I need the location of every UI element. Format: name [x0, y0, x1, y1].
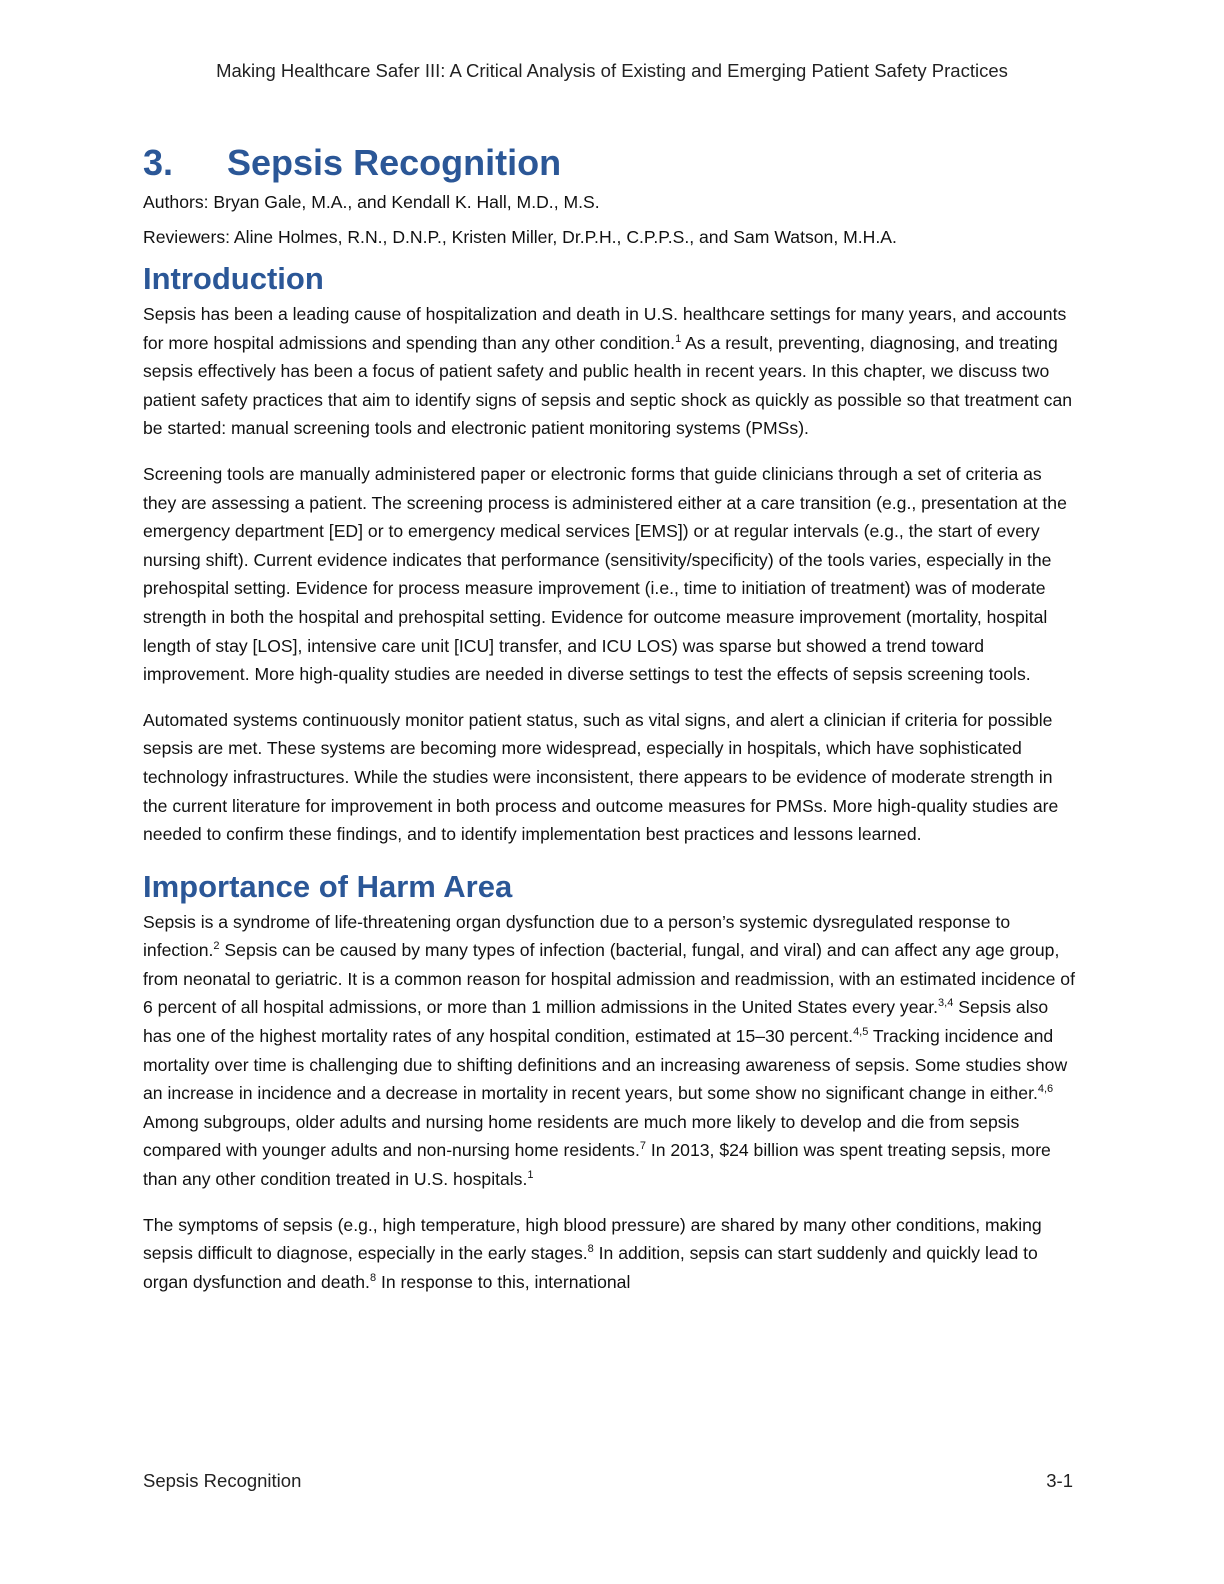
text-segment: In 2013, $24 billion was spent treating sepsis, more than any other condition treated in U.S. hospitals. [143, 1140, 1051, 1190]
citation-superscript: 2 [213, 940, 220, 953]
text-segment: Sepsis can be caused by many types of infection (bacterial, fungal, and viral) and can affect any age group, from neonatal to geriatric. It is a common reason for hospital admission and readmission, with an estimated incidence of 6 percent of all hospital admissions, or more than 1 million admissions in the United States every year. [143, 940, 1075, 1018]
text-segment: In addition, sepsis can start suddenly and quickly lead to organ dysfunction and death. [143, 1243, 1038, 1292]
text-segment: Among subgroups, older adults and nursing home residents are much more likely to develop and die from sepsis compared with younger adults and non-nursing home residents. [143, 1111, 1020, 1161]
harm-area-paragraph-1 [143, 908, 1078, 1194]
chapter-number: 3. [143, 142, 174, 183]
citation-superscript: 8 [369, 1271, 377, 1284]
citation-superscript: 3,4 [938, 997, 954, 1010]
citation-superscript: 7 [639, 1140, 646, 1153]
chapter-title [143, 138, 1078, 188]
footer-section-title: Sepsis Recognition [143, 1470, 302, 1491]
text-segment: Tracking incidence and mortality over time is challenging due to shifting definitions and an increasing awareness of sepsis. Some studies show an increase in incidence and a decrease in mortality in recent years, but some show no significant change in either. [143, 1026, 1068, 1104]
page-content [143, 138, 1078, 1296]
text-segment: Sepsis also has one of the highest mortality rates of any hospital condition, estimated at 15–30 percent. [143, 997, 1049, 1047]
citation-superscript: 1 [527, 1169, 534, 1182]
text-segment: In response to this, international [376, 1271, 631, 1292]
introduction-heading: Introduction [143, 261, 324, 296]
introduction-paragraph-1 [143, 300, 1078, 443]
introduction-paragraph-3: Automated systems continuously monitor patient status, such as vital signs, and alert a clinician if criteria for possible sepsis are met. These systems are becoming more widespread, especially in hospitals, which have sophisticated technology infrastructures. While the studies were inconsistent, there appears to be evidence of moderate strength in the current literature for improvement in both process and outcome measures for PMSs. More high-quality studies are needed to confirm these findings, and to identify implementation best practices and lessons learned. [143, 709, 1059, 845]
harm-area-heading: Importance of Harm Area [143, 868, 513, 904]
citation-superscript: 4,5 [853, 1026, 869, 1039]
text-segment: Sepsis is a syndrome of life-threatening organ dysfunction due to a person’s systemic dysregulated response to infection. [143, 911, 1011, 961]
text-segment: As a result, preventing, diagnosing, and treating sepsis effectively has been a focus of patient safety and public health in recent years. In this chapter, we discuss two patient safety practices that aim to identify signs of sepsis and septic shock as quickly as possible so that treatment can be started: manual screening tools and electronic patient monitoring systems (PMSs). [143, 332, 1073, 439]
citation-superscript: 4,6 [1037, 1083, 1054, 1096]
reviewers-line: Reviewers: Aline Holmes, R.N., D.N.P., Kristen Miller, Dr.P.H., C.P.P.S., and Sam Watson, M.H.A. [143, 227, 897, 247]
text-segment: Sepsis has been a leading cause of hospitalization and death in U.S. healthcare settings for many years, and accounts for more hospital admissions and spending than any other condition. [143, 304, 1067, 353]
citation-superscript: 8 [587, 1243, 594, 1256]
citation-superscript: 1 [675, 332, 682, 345]
running-header: Making Healthcare Safer III: A Critical Analysis of Existing and Emerging Patient Safety Practices [216, 60, 1008, 81]
harm-area-paragraph-2 [143, 1211, 1078, 1297]
page-number: 3-1 [1046, 1470, 1073, 1491]
authors-line: Authors: Bryan Gale, M.A., and Kendall K. Hall, M.D., M.S. [143, 192, 600, 212]
introduction-paragraph-2: Screening tools are manually administered paper or electronic forms that guide clinicians through a set of criteria as they are assessing a patient. The screening process is administered either at a care transition (e.g., presentation at the emergency department [ED] or to emergency medical services [EMS]) or at regular intervals (e.g., the start of every nursing shift). Current evidence indicates that performance (sensitivity/specificity) of the tools varies, especially in the prehospital setting. Evidence for process measure improvement (i.e., time to initiation of treatment) was of moderate strength in both the hospital and prehospital setting. Evidence for outcome measure improvement (mortality, hospital length of stay [LOS], intensive care unit [ICU] transfer, and ICU LOS) was sparse but showed a trend toward improvement. More high-quality studies are needed in diverse settings to test the effects of sepsis screening tools. [143, 463, 1067, 685]
chapter-title-text: Sepsis Recognition [227, 142, 562, 183]
text-segment: The symptoms of sepsis (e.g., high temperature, high blood pressure) are shared by many other conditions, making sepsis difficult to diagnose, especially in the early stages. [143, 1214, 1042, 1264]
